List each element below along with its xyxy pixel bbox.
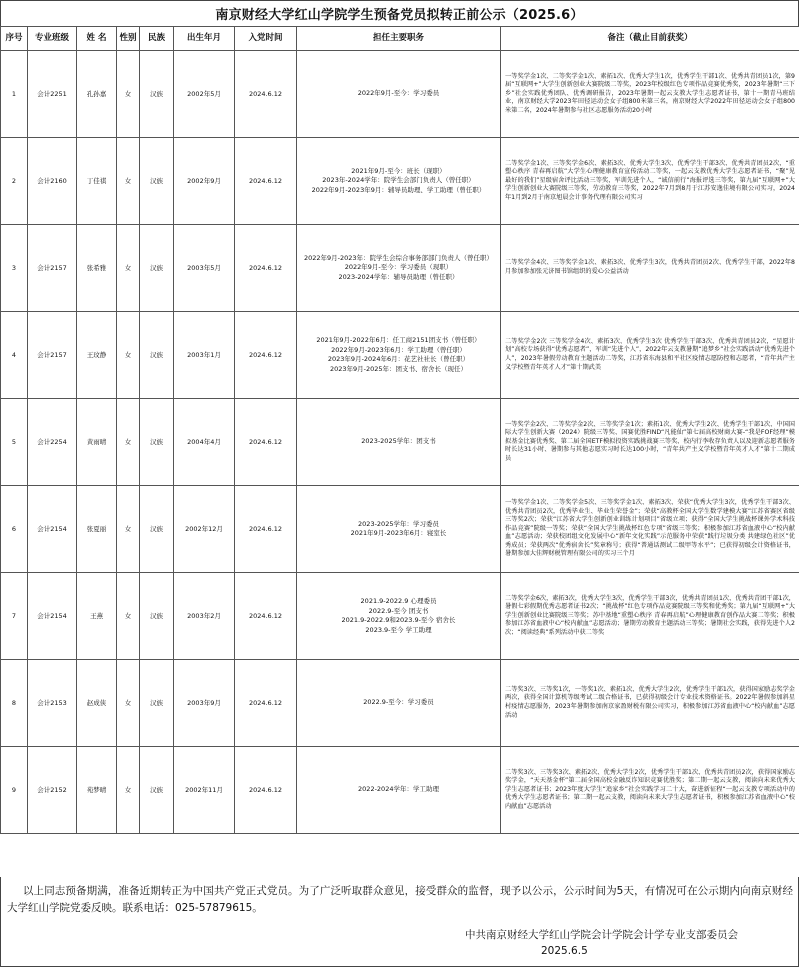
cell-notes: 一等奖学金1次、二等奖学金1次、素拓1次、优秀大学生1次，优秀学生干部1次、优秀共青团员1次，第9届“互联网+”大学生创新创业大赛院级二等奖，2023年校级红色专项作品竞赛优秀奖，2023年暑期“三下乡”社会实践优秀团队、优秀调研报告，2023年暑期一起云支教大学生志愿者证书，第十一期青马班结业，南京财经大学2023年田径运动会女子组800米第三名，南京财经大学2022年田径运动会女子组800米第二名，2024年暑期参与社区志愿服务活动20小时 [501, 51, 799, 138]
table-row [1, 312, 799, 399]
cell-duties [297, 573, 501, 660]
cell-join-date: 2024.6.12 [235, 573, 297, 660]
col-header-birth: 出生年月 [174, 27, 235, 51]
cell-no: 7 [1, 573, 28, 660]
duty-line: 2023年9月-2025年：团支书、宿舍长（现任） [329, 364, 468, 373]
table-row [1, 138, 799, 225]
cell-join-date: 2024.6.12 [235, 138, 297, 225]
cell-class: 会计2152 [28, 747, 77, 834]
cell-join-date: 2024.6.12 [235, 486, 297, 573]
cell-class: 会计2154 [28, 486, 77, 573]
cell-join-date: 2024.6.12 [235, 312, 297, 399]
cell-ethnic: 汉族 [140, 225, 174, 312]
cell-gender: 女 [117, 138, 140, 225]
cell-no: 8 [1, 660, 28, 747]
cell-name: 孔孙嘉 [77, 51, 117, 138]
cell-no: 9 [1, 747, 28, 834]
table-row [1, 399, 799, 486]
col-header-duties: 担任主要职务 [297, 27, 501, 51]
cell-birth: 2003年1月 [174, 312, 235, 399]
cell-gender: 女 [117, 573, 140, 660]
col-header-gender: 性别 [117, 27, 140, 51]
cell-notes: 二等奖学金2次 三等奖学金4次、素拓3次、优秀学生3次 优秀学生干部3次、优秀共青团员2次，“星愿计划”高校专场获得“优秀志愿者”，军训“先进个人”，2022年云支教暑期“追梦乡”社会实践活动“优秀先进个人”，2023年暑假劳动教育主题活动二等奖，江苏省东海县和平社区疫情志愿防控和志愿者，“青年共产主义学校暨青年英才人才”第十期武美 [501, 312, 799, 399]
candidate-table [0, 26, 799, 834]
duty-line: 2023-2025学年：学习委员 [358, 519, 439, 528]
cell-name: 赵成侠 [77, 660, 117, 747]
duty-line: 2021年9月-2022年6月：任工商2151团支书（曾任职） [316, 336, 481, 344]
duty-line: 2022-2024学年：学工助理 [358, 785, 439, 794]
cell-notes: 二等奖学金1次、三等奖学金6次、素拓3次、优秀大学生3次、优秀学生干部3次、优秀共青团员2次，“重塑心秩序 青春再启航”大学生心理健康教育宣传活动二等奖，一起云支教优秀大学生志愿者证书，“聚”见最好的我们”星级宿舍评比活动三等奖，军训先进个人，“诚信前行”海报评选三等奖，第九届“互联网+”大学生创新创业大赛院级三等奖，劳动教育三等奖，2022年7月到8月于江苏安逸佳境有限公司实习，2024年1月到2月于南京旭晨会计事务代理有限公司实习 [501, 138, 799, 225]
cell-birth: 2002年11月 [174, 747, 235, 834]
footer-date: 2025.6.5 [541, 945, 588, 957]
cell-join-date: 2024.6.12 [235, 399, 297, 486]
cell-name: 丁佳祺 [77, 138, 117, 225]
cell-ethnic: 汉族 [140, 312, 174, 399]
cell-join-date: 2024.6.12 [235, 225, 297, 312]
cell-name: 黄雨晴 [77, 399, 117, 486]
cell-notes: 二等奖学金6次，素拓3次，优秀大学生3次，优秀学生干部3次，优秀共青团员1次、优秀共青团干部1次，暑假七彩假期优秀志愿者证书2次；“挑战杯”红色专项作品竞赛院级三等奖和优秀奖；第九届“互联网+”大学生创新创业比赛院级三等奖；苏中基地“重塑心秩序 青春再启航”心理健康教育创作品大赛二等奖；积极参加江苏省血液中心“校内献血”志愿活动；暑期劳动教育主题活动三等奖；暑期社会实践，获得先进个人2次；“阅读经典”系列活动中获二等奖 [501, 573, 799, 660]
cell-notes: 二等奖学金4次、三等奖学金1次、素拓3次、优秀学生3次，优秀共青团员2次、优秀学生干部，2022年8月参加参加张元济图书馆组织的爱心公益活动 [501, 225, 799, 312]
cell-ethnic: 汉族 [140, 660, 174, 747]
duty-line: 2021.9-2022.9和2023.9-至今 宿舍长 [341, 616, 456, 624]
duty-line: 2023年-2024学年：院学生会部门负责人（曾任职） [322, 176, 475, 185]
duty-line: 2022年9月-2023年：院学生会综合事务部部门负责人（曾任职） [303, 253, 494, 262]
duty-line: 2022年9月-2023年6月：学工助理（曾任职） [331, 345, 466, 354]
cell-class: 会计2154 [28, 573, 77, 660]
cell-birth: 2003年2月 [174, 573, 235, 660]
cell-name: 苑梦晴 [77, 747, 117, 834]
cell-name: 张夏丽 [77, 486, 117, 573]
duty-line: 2022年9月-2023年9月：辅导员助理、学工助理（曾任职） [311, 185, 486, 194]
col-header-class: 专业班级 [28, 27, 77, 51]
cell-class: 会计2153 [28, 660, 77, 747]
col-header-name: 姓 名 [77, 27, 117, 51]
cell-name: 王燕 [77, 573, 117, 660]
cell-join-date: 2024.6.12 [235, 747, 297, 834]
duty-line: 2022年9月-至今：学习委员 [357, 89, 440, 98]
cell-join-date: 2024.6.12 [235, 51, 297, 138]
col-header-notes: 备注（截止目前获奖） [501, 27, 799, 51]
cell-no: 6 [1, 486, 28, 573]
cell-birth: 2002年12月 [174, 486, 235, 573]
table-row [1, 225, 799, 312]
duty-line: 2023年9月-2024年6月：花艺社社长（曾任职） [327, 355, 470, 363]
cell-class: 会计2254 [28, 399, 77, 486]
cell-ethnic: 汉族 [140, 573, 174, 660]
duty-line: 2022.9-至今：学习委员 [363, 698, 434, 707]
cell-duties [297, 225, 501, 312]
cell-join-date: 2024.6.12 [235, 660, 297, 747]
cell-no: 5 [1, 399, 28, 486]
cell-no: 4 [1, 312, 28, 399]
cell-birth: 2003年9月 [174, 660, 235, 747]
cell-name: 张希雅 [77, 225, 117, 312]
duty-line: 2023-2024学年：辅导员助理（曾任职） [338, 272, 459, 281]
duty-line: 2023.9-至今 学工助理 [365, 625, 432, 634]
cell-notes: 一等奖学金1次、二等奖学金5次、三等奖学金1次、素拓3次、荣获“优秀大学生3次，优秀学生干部3次、优秀共青团员2次，优秀毕业生、毕业生荣誉金”；荣获“高教杯全国大学生数学建模大赛”江苏省赛区省级三等奖2次；荣获“江苏省大学生创新创业训练计划项目”省级立项；获得“全国大学生挑战杯课外学术科技作品竞赛”院级一等奖；荣获“全国大学生挑战杯红色专项”省级三等奖；积极参加江苏省血液中心“校内献血”志愿活动；荣获校团组文化发展中心“新年文化实践”示范服务中荣获“践行垃圾分类 共建绿色社区”优秀成员；荣获两次“优秀宿舍长”奖章称号；获得“普通话测试二级甲等水平”；已获得初级会计资格证书，暑期参加大佳辉财税管理有限公司的实习三个月 [501, 486, 799, 573]
cell-birth: 2002年5月 [174, 51, 235, 138]
col-header-join-date: 入党时间 [235, 27, 297, 51]
duty-line: 2022年9月-至今：学习委员（现职） [344, 263, 453, 272]
cell-ethnic: 汉族 [140, 747, 174, 834]
cell-duties [297, 660, 501, 747]
cell-notes: 一等奖学金2次、二等奖学金2次、三等奖学金1次；素拓1次、优秀大学生2次、优秀学生干部1次、中国国际大学生创新大赛（2024）院级三等奖、国赛优胜FIND“凡能仙”第七届高校财商大赛-“我是FOF经理”模拟基金比赛优秀奖、第二届全国ETF模拟投资实践挑战赛三等奖、校内行李收存负责人以及迎新志愿者服务时长达31小时、暑期参与其他志愿实习时长达100小时，“青年共产主义学校暨青年英才人才”第十二期成员 [501, 399, 799, 486]
cell-gender: 女 [117, 225, 140, 312]
footer-paragraph: 以上同志预备期满，准备近期转正为中国共产党正式党员。为了广泛听取群众意见，接受群众的监督，现予以公示，公示时间为5天，有情况可在公示期内向南京财经大学红山学院党委反映。联系电话：025-57879615。 [7, 885, 793, 914]
cell-gender: 女 [117, 51, 140, 138]
duty-line: 2021年9月-至今：班长（现职） [351, 166, 446, 175]
cell-notes: 二等奖3次、三等奖1次，一等奖1次、素拓1次、优秀大学生2次，优秀学生干部1次，获得国家励志奖学金两次，获得全国计算机等级考试二级合格证书，已获得初级会计专业技术资格证书。2022年暑假参加斜星村疫情志愿服务，2023年暑期参加南京家盈财税有限公司实习，积极参加江苏省血液中心“校内献血”志愿活动 [501, 660, 799, 747]
table-row [1, 51, 799, 138]
cell-gender: 女 [117, 399, 140, 486]
cell-name: 王玟静 [77, 312, 117, 399]
table-row [1, 573, 799, 660]
cell-duties [297, 312, 501, 399]
cell-class: 会计2157 [28, 225, 77, 312]
col-header-no: 序号 [1, 27, 28, 51]
duty-line: 2021年9月-2023年6月：寝室长 [350, 529, 447, 537]
cell-duties [297, 138, 501, 225]
footer [0, 877, 799, 967]
duty-line: 2021.9-2022.9 心理委员 [360, 597, 437, 605]
duty-line: 2022.9-至今 团支书 [368, 606, 429, 615]
table-row [1, 660, 799, 747]
cell-gender: 女 [117, 486, 140, 573]
cell-ethnic: 汉族 [140, 138, 174, 225]
footer-organization: 中共南京财经大学红山学院会计学院会计学专业支部委员会 [465, 929, 738, 941]
col-header-ethnic: 民族 [140, 27, 174, 51]
cell-birth: 2002年9月 [174, 138, 235, 225]
cell-class: 会计2160 [28, 138, 77, 225]
cell-gender: 女 [117, 747, 140, 834]
cell-ethnic: 汉族 [140, 51, 174, 138]
cell-class: 会计2251 [28, 51, 77, 138]
cell-class: 会计2157 [28, 312, 77, 399]
cell-no: 2 [1, 138, 28, 225]
cell-gender: 女 [117, 660, 140, 747]
cell-ethnic: 汉族 [140, 486, 174, 573]
cell-duties [297, 486, 501, 573]
table-row [1, 486, 799, 573]
cell-birth: 2003年5月 [174, 225, 235, 312]
cell-birth: 2004年4月 [174, 399, 235, 486]
cell-duties [297, 399, 501, 486]
duty-line: 2023-2025学年：团支书 [361, 437, 436, 446]
cell-no: 1 [1, 51, 28, 138]
cell-gender: 女 [117, 312, 140, 399]
cell-notes: 二等奖3次、三等奖3次、素拓2次、优秀大学生2次，优秀学生干部1次、优秀共青团员2次，获得国家励志奖学金，“天天基金杯”第二届全国高校金融反诈知识竞赛优胜奖；第二期一起云支教，阅读向未来优秀大学生志愿者证书；2023年度大学生“追家乡”社会实践学习二十大，奋进新征程“一起云支教专项活动中的优秀大学生志愿者证书；第二期一起云支教，阅读向未来大学生志愿者证书，积极参加江苏省血液中心“校内献血”志愿活动 [501, 747, 799, 834]
cell-ethnic: 汉族 [140, 399, 174, 486]
cell-duties [297, 747, 501, 834]
table-row [1, 747, 799, 834]
page-title: 南京财经大学红山学院学生预备党员拟转正前公示（2025.6） [0, 0, 799, 26]
cell-duties [297, 51, 501, 138]
cell-no: 3 [1, 225, 28, 312]
table-header-row [1, 27, 799, 51]
